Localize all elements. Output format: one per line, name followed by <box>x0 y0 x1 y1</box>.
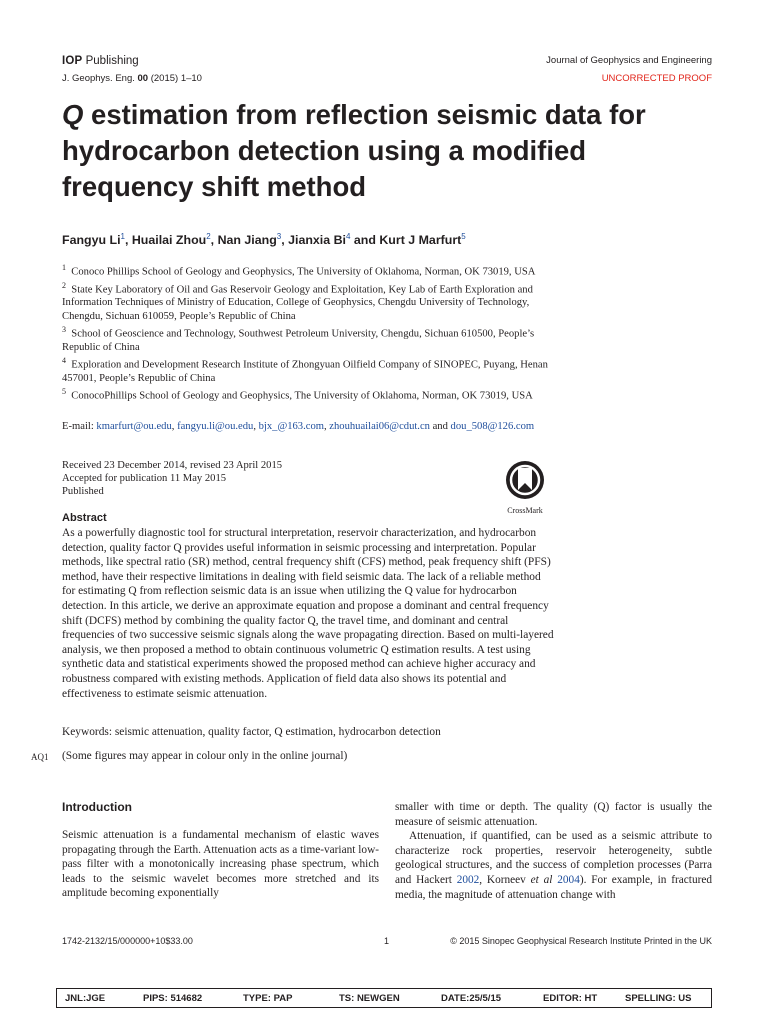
job-info-bar <box>56 988 712 1008</box>
author-affiliation-ref[interactable]: 5 <box>461 232 466 241</box>
job-journal: JNL:JGE <box>65 993 106 1004</box>
author-name: Fangyu Li <box>62 233 121 248</box>
job-date: DATE:25/5/15 <box>441 993 502 1004</box>
citation-link[interactable]: 2004 <box>557 873 580 886</box>
crossmark-badge[interactable] <box>500 460 550 515</box>
paragraph: Attenuation, if quantified, can be used as a seismic attribute to characterize rock properties, reservoir heterogeneity, subtle geological structures, and the success of completion processes (Parra and Hackert 2002, Korneev et al 2004). For example, in fractured media, the magnitude of attenuation change with <box>395 830 713 901</box>
author-query-marker[interactable]: AQ1 <box>31 752 49 762</box>
abstract-heading: Abstract <box>62 512 107 524</box>
email-link[interactable]: fangyu.li@ou.edu <box>177 421 254 432</box>
affiliation-item: $^4$ Exploration and Development Research Institute of Zhongyuan Oilfield Company of SINOPEC, Puyang, Henan 457001, People’s Republic of China <box>62 355 548 384</box>
keywords: Keywords: seismic attenuation, quality factor, Q estimation, hydrocarbon detection <box>62 726 441 738</box>
colour-note: (Some figures may appear in colour only in the online journal) <box>62 750 348 762</box>
abstract-text: As a powerfully diagnostic tool for structural interpretation, reservoir characterization, and hydrocarbon detection, quality factor Q provides useful information in seismic processing and interpretation. Popular methods, like spectral ratio (SR) method, central frequency shift (CFS) method, peak frequency shift (PFS) method, have their respective limitations in dealing with field seismic data. The lack of a reliable method for estimating Q from reflection seismic data is an issue when utilizing the Q value for hydrocarbon detection. In this article, we derive an approximate equation and propose a dominant and central frequency shift (DCFS) method by combining the quality factor Q, the travel time, and dominant and central frequencies of two successive seismic signals along the wave propagating direction. Based on multi-layered analysis, we then proposed a method to obtain continuous volumetric Q estimation results. A test using synthetic data and statistical experiments showed the proposed method can achieve higher accuracy and robustness compared with existing methods. Application of field data also shows its potential and effectiveness to estimate seismic attenuation. <box>62 527 554 700</box>
page-number: 1 <box>384 936 390 946</box>
affiliation-item: $^3$ School of Geoscience and Technology, Southwest Petroleum University, Chengdu, Sichuan 610500, People’s Republic of China <box>62 324 535 353</box>
author-affiliation-ref[interactable]: 4 <box>345 232 351 241</box>
journal-name: Journal of Geophysics and Engineering <box>546 55 712 66</box>
citation-link[interactable]: 2002 <box>456 873 480 886</box>
affiliations <box>62 261 562 402</box>
job-spelling: SPELLING: US <box>625 993 692 1004</box>
footer-copyright: © 2015 Sinopec Geophysical Research Institute Printed in the UK <box>450 936 712 946</box>
published-date: Published <box>62 486 104 498</box>
received-date: Received 23 December 2014, revised 23 April 2015 <box>62 460 283 471</box>
affiliation-item: $^1$ Conoco Phillips School of Geology and Geophysics, The University of Oklahoma, Norman, OK 73019, USA <box>62 263 536 278</box>
job-type: TYPE: PAP <box>243 993 293 1004</box>
author-list: Fangyu Li$^1$, Huailai Zhou$^2$, Nan Jiang$^3$, Jianxia Bi$^4$ and Kurt J Marfurt$^5$ <box>62 232 466 248</box>
author-affiliation-ref[interactable]: 3 <box>276 232 282 241</box>
email-link[interactable]: kmarfurt@ou.edu <box>96 421 172 432</box>
email-link[interactable]: dou_508@126.com <box>450 421 535 432</box>
author-name: Kurt J Marfurt <box>379 233 462 248</box>
email-link[interactable]: zhouhuailai06@cdut.cn <box>329 421 430 432</box>
author-name: Jianxia Bi <box>288 233 346 248</box>
job-pips: PIPS: 514682 <box>143 993 203 1004</box>
paper-title: Q estimation from reflection seismic data for hydrocarbon detection using a modified frequency shift method <box>62 99 646 202</box>
affiliation-item: $^5$ ConocoPhillips School of Geology and Geophysics, The University of Oklahoma, Norman, OK 73019, USA <box>62 386 533 402</box>
citation-line: J. Geophys. Eng. 00 (2015) 1–10 <box>62 73 202 84</box>
author-name: Nan Jiang <box>217 233 277 248</box>
footer-code: 1742-2132/15/000000+10$33.00 <box>62 936 193 946</box>
introduction-left-column: Seismic attenuation is a fundamental mechanism of elastic waves propagating through the Earth. Attenuation acts as a time-variant low-pass filter with a monotonically increasing phase spectrum, which leads to the seismic wavelet becomes more stretched and its amplitude becoming exponentially <box>62 829 379 900</box>
uncorrected-proof-label: UNCORRECTED PROOF <box>601 73 712 84</box>
introduction-heading: Introduction <box>62 800 132 814</box>
email-link[interactable]: bjx_@163.com <box>258 421 324 432</box>
email-block: E-mail: kmarfurt@ou.edu, fangyu.li@ou.edu, bjx_@163.com, zhouhuailai06@cdut.cn and dou_508@126.com <box>62 421 535 432</box>
job-typesetter: TS: NEWGEN <box>339 993 400 1004</box>
crossmark-label: CrossMark <box>507 506 543 515</box>
crossmark-icon <box>505 460 545 500</box>
author-affiliation-ref[interactable]: 2 <box>206 232 211 241</box>
author-affiliation-ref[interactable]: 1 <box>120 232 125 241</box>
publication-dates <box>62 459 282 499</box>
job-editor: EDITOR: HT <box>543 993 598 1004</box>
publisher-logo: IOP Publishing <box>62 55 139 67</box>
paragraph: smaller with time or depth. The quality (Q) factor is usually the measure of seismic attenuation. <box>395 801 712 828</box>
introduction-right-column <box>395 800 712 902</box>
author-name: Huailai Zhou <box>131 233 207 248</box>
accepted-date: Accepted for publication 11 May 2015 <box>62 473 227 485</box>
affiliation-item: $^2$ State Key Laboratory of Oil and Gas Reservoir Geology and Exploitation, Key Lab of Earth Exploration and Information Techniques of Ministry of Education, College of Geophysics, Chengdu University of Technology, Chengdu, Sichuan 610059, People’s Republic of China <box>62 280 533 322</box>
